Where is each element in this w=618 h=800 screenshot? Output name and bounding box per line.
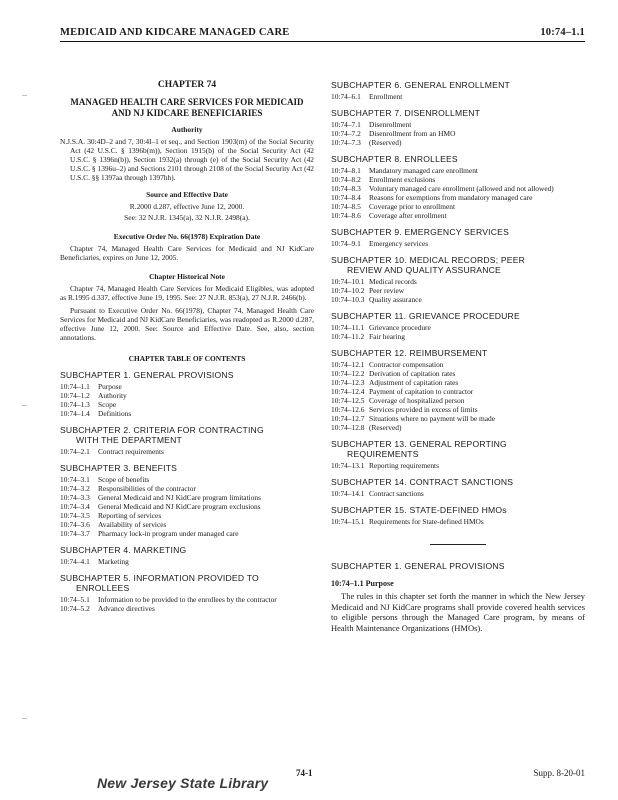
toc-section-number: 10:74–12.6	[331, 405, 365, 414]
toc-section-number: 10:74–10.2	[331, 286, 365, 295]
toc-section-title: Responsibilities of the contractor	[98, 484, 196, 493]
toc-section-title: Scope	[98, 400, 117, 409]
toc-entry[interactable]	[60, 391, 314, 400]
history-heading: Chapter Historical Note	[149, 272, 225, 281]
toc-section-number: 10:74–1.2	[60, 391, 90, 400]
toc-section-title: Disenrollment	[369, 120, 412, 129]
toc-left	[60, 370, 314, 613]
section-divider	[430, 544, 486, 545]
toc-section-title: Coverage of hospitalized person	[369, 396, 465, 405]
toc-entry[interactable]	[60, 604, 314, 613]
toc-section-number: 10:74–1.4	[60, 409, 90, 418]
toc-entry[interactable]	[331, 175, 585, 184]
toc-entry[interactable]	[331, 332, 585, 341]
toc-section-number: 10:74–8.6	[331, 211, 361, 220]
margin-mark: –	[22, 400, 27, 411]
subchapter-title-continued: ENROLLEES	[76, 583, 130, 593]
toc-entry[interactable]	[331, 378, 585, 387]
toc-section-title: Contract sanctions	[369, 489, 424, 498]
toc-entry[interactable]	[60, 409, 314, 418]
toc-section-title: Voluntary managed care enrollment (allowed and not allowed)	[369, 184, 554, 193]
toc-section-number: 10:74–3.1	[60, 475, 90, 484]
toc-section-number: 10:74–3.7	[60, 529, 90, 538]
toc-section-number: 10:74–14.1	[331, 489, 365, 498]
toc-section-title: Disenrollment from an HMO	[369, 129, 456, 138]
subchapter-title: SUBCHAPTER 6. GENERAL ENROLLMENT	[331, 80, 510, 90]
history-paragraph-1: Chapter 74, Managed Health Care Services for Medicaid Eligibles, was adopted as R.1995 d.337, effective June 19, 1995. See: 27 N.J.R. 853(a), 27 N.J.R. 2466(b).	[60, 284, 314, 302]
section-heading: 10:74–1.1 Purpose	[331, 579, 394, 588]
toc-section-title: Authority	[98, 391, 127, 400]
toc-section-title: General Medicaid and NJ KidCare program exclusions	[98, 502, 261, 511]
library-logo: New Jersey State Library	[97, 775, 269, 791]
toc-entry[interactable]	[60, 557, 314, 566]
toc-section-title: (Reserved)	[369, 423, 402, 432]
toc-section-number: 10:74–11.2	[331, 332, 365, 341]
toc-entry[interactable]	[331, 166, 585, 175]
toc-entry[interactable]	[60, 520, 314, 529]
purpose-paragraph: The rules in this chapter set forth the manner in which the New Jersey Medicaid and NJ KidCare programs shall provide covered health services to eligible persons through the Managed Care program, by means of Health Maintenance Organizations (HMOs).	[331, 591, 585, 633]
toc-section-title: Contractor compensation	[369, 360, 444, 369]
toc-entry[interactable]	[331, 239, 585, 248]
subchapter-heading	[331, 108, 585, 118]
running-header	[60, 25, 585, 42]
toc-section-number: 10:74–2.1	[60, 447, 90, 456]
toc-section-number: 10:74–6.1	[331, 92, 361, 101]
authority-text: N.J.S.A. 30:4D–2 and 7, 30:4I–1 et seq., and Section 1903(m) of the Social Security Act (42 U.S.C. § 1396b(m)), Section 1915(b) of the Social Security Act (42 U.S.C. § 1396n(b)), Section 1932(a) through (e) of the Social Security Act (42 U.S.C. § 1396u–2) and Sections 2101 through 2108 of the Social Security Act (42 U.S.C. §§ 1397aa through 1397hh).	[60, 137, 314, 182]
toc-entry[interactable]	[331, 92, 585, 101]
toc-entry[interactable]	[331, 387, 585, 396]
toc-entry[interactable]	[60, 400, 314, 409]
toc-entry[interactable]	[331, 120, 585, 129]
subchapter-title-continued: REVIEW AND QUALITY ASSURANCE	[347, 265, 501, 275]
toc-section-title: Purpose	[98, 382, 122, 391]
running-header-title: MEDICAID AND KIDCARE MANAGED CARE	[60, 27, 290, 38]
subchapter-heading	[60, 463, 314, 473]
subchapter-title-continued: WITH THE DEPARTMENT	[76, 435, 182, 445]
toc-entry[interactable]	[60, 595, 314, 604]
exec-order-text: Chapter 74, Managed Health Care Services for Medicaid and NJ KidCare Beneficiaries, expires on June 12, 2005.	[60, 244, 314, 262]
subchapter-heading	[331, 255, 585, 275]
toc-entry[interactable]	[331, 193, 585, 202]
toc-section-title: Fair hearing	[369, 332, 405, 341]
toc-entry[interactable]	[60, 493, 314, 502]
toc-entry[interactable]	[60, 475, 314, 484]
toc-entry[interactable]	[331, 129, 585, 138]
subchapter-title: SUBCHAPTER 4. MARKETING	[60, 545, 187, 555]
toc-section-number: 10:74–13.1	[331, 461, 365, 470]
toc-section-number: 10:74–12.1	[331, 360, 365, 369]
toc-entry[interactable]	[331, 396, 585, 405]
subchapter-heading	[60, 370, 314, 380]
subchapter-title: SUBCHAPTER 11. GRIEVANCE PROCEDURE	[331, 311, 520, 321]
toc-section-title: Mandatory managed care enrollment	[369, 166, 478, 175]
toc-section-title: Grievance procedure	[369, 323, 431, 332]
subchapter-heading	[331, 439, 585, 459]
toc-section-number: 10:74–7.3	[331, 138, 361, 147]
toc-section-title: Enrollment	[369, 92, 403, 101]
toc-section-title: Peer review	[369, 286, 405, 295]
toc-section-title: (Reserved)	[369, 138, 402, 147]
subchapter-title: SUBCHAPTER 1. GENERAL PROVISIONS	[60, 370, 234, 380]
toc-section-number: 10:74–8.3	[331, 184, 361, 193]
toc-section-number: 10:74–12.5	[331, 396, 365, 405]
toc-section-number: 10:74–3.6	[60, 520, 90, 529]
toc-section-title: Reporting requirements	[369, 461, 439, 470]
toc-section-number: 10:74–5.2	[60, 604, 90, 613]
toc-section-title: Emergency services	[369, 239, 429, 248]
running-header-section: 10:74–1.1	[540, 27, 585, 38]
toc-entry[interactable]	[331, 211, 585, 220]
body-subchapter-title: SUBCHAPTER 1. GENERAL PROVISIONS	[331, 561, 505, 571]
subchapter-heading	[60, 573, 314, 593]
toc-entry[interactable]	[60, 382, 314, 391]
toc-section-title: Adjustment of capitation rates	[369, 378, 459, 387]
chapter-title: CHAPTER 74	[157, 80, 217, 90]
subchapter-title: SUBCHAPTER 12. REIMBURSEMENT	[331, 348, 488, 358]
toc-section-title: General Medicaid and NJ KidCare program limitations	[98, 493, 261, 502]
authority-heading: Authority	[171, 125, 203, 134]
toc-section-title: Information to be provided to the enrollees by the contractor	[98, 595, 277, 604]
toc-section-number: 10:74–3.2	[60, 484, 90, 493]
toc-section-number: 10:74–12.2	[331, 369, 365, 378]
toc-entry[interactable]	[331, 286, 585, 295]
subchapter-heading	[60, 545, 314, 555]
toc-section-title: Medical records	[369, 277, 417, 286]
toc-section-title: Availability of services	[98, 520, 167, 529]
toc-section-number: 10:74–8.4	[331, 193, 361, 202]
toc-section-title: Enrollment exclusions	[369, 175, 436, 184]
toc-section-title: Reasons for exemptions from mandatory managed care	[369, 193, 533, 202]
subchapter-heading	[331, 227, 585, 237]
chapter-subtitle: MANAGED HEALTH CARE SERVICES FOR MEDICAID AND NJ KIDCARE BENEFICIARIES	[70, 97, 304, 118]
toc-entry[interactable]	[331, 277, 585, 286]
subchapter-heading	[331, 154, 585, 164]
toc-section-number: 10:74–9.1	[331, 239, 361, 248]
toc-section-number: 10:74–1.3	[60, 400, 90, 409]
source-line-2: See: 32 N.J.R. 1345(a), 32 N.J.R. 2498(a).	[124, 213, 250, 222]
toc-heading: CHAPTER TABLE OF CONTENTS	[128, 354, 246, 363]
toc-section-title: Quality assurance	[369, 295, 422, 304]
subchapter-heading	[331, 477, 585, 487]
toc-section-title: Advance directives	[98, 604, 155, 613]
toc-section-number: 10:74–7.2	[331, 129, 361, 138]
toc-entry[interactable]	[331, 414, 585, 423]
toc-section-number: 10:74–10.1	[331, 277, 365, 286]
toc-section-number: 10:74–3.4	[60, 502, 90, 511]
toc-section-title: Marketing	[98, 557, 129, 566]
toc-section-number: 10:74–4.1	[60, 557, 90, 566]
toc-entry[interactable]	[331, 423, 585, 432]
toc-section-number: 10:74–11.1	[331, 323, 365, 332]
toc-section-number: 10:74–3.5	[60, 511, 90, 520]
toc-section-title: Payment of capitation to contractor	[369, 387, 474, 396]
toc-entry[interactable]	[331, 405, 585, 414]
subchapter-title: SUBCHAPTER 14. CONTRACT SANCTIONS	[331, 477, 514, 487]
toc-section-number: 10:74–8.5	[331, 202, 361, 211]
toc-section-number: 10:74–3.3	[60, 493, 90, 502]
toc-section-number: 10:74–8.1	[331, 166, 361, 175]
margin-mark: –	[22, 90, 27, 101]
toc-section-title: Scope of benefits	[98, 475, 150, 484]
toc-entry[interactable]	[331, 360, 585, 369]
subchapter-heading	[331, 311, 585, 321]
toc-section-title: Situations where no payment will be made	[369, 414, 496, 423]
toc-section-number: 10:74–8.2	[331, 175, 361, 184]
margin-mark: –	[22, 713, 27, 724]
toc-section-title: Coverage after enrollment	[369, 211, 447, 220]
toc-entry[interactable]	[331, 295, 585, 304]
subchapter-title: SUBCHAPTER 7. DISENROLLMENT	[331, 108, 481, 118]
toc-entry[interactable]	[331, 517, 585, 526]
toc-section-title: Contract requirements	[98, 447, 164, 456]
supplement-date: Supp. 8-20-01	[533, 768, 585, 778]
toc-section-number: 10:74–5.1	[60, 595, 90, 604]
exec-order-heading: Executive Order No. 66(1978) Expiration Date	[113, 232, 261, 241]
toc-entry[interactable]	[60, 502, 314, 511]
toc-section-title: Reporting of services	[98, 511, 162, 520]
left-column	[60, 75, 314, 613]
subchapter-title: SUBCHAPTER 10. MEDICAL RECORDS; PEER	[331, 255, 526, 265]
toc-section-number: 10:74–7.1	[331, 120, 361, 129]
subchapter-title: SUBCHAPTER 15. STATE-DEFINED HMOs	[331, 505, 507, 515]
toc-section-number: 10:74–12.3	[331, 378, 365, 387]
subchapter-title: SUBCHAPTER 2. CRITERIA FOR CONTRACTING	[60, 425, 264, 435]
toc-section-title: Services provided in excess of limits	[369, 405, 478, 414]
toc-entry[interactable]	[331, 461, 585, 470]
subchapter-title: SUBCHAPTER 8. ENROLLEES	[331, 154, 458, 164]
toc-entry[interactable]	[331, 138, 585, 147]
subchapter-title: SUBCHAPTER 3. BENEFITS	[60, 463, 178, 473]
history-paragraph-2: Pursuant to Executive Order No. 66(1978), Chapter 74, Managed Health Care Services for Medicaid and NJ KidCare Beneficiaries, was readopted as R.2000 d.287, effective June 12, 2000. See: Source and Effective Date. See, also, section annotations.	[60, 306, 314, 342]
toc-section-number: 10:74–12.8	[331, 423, 365, 432]
toc-section-number: 10:74–1.1	[60, 382, 90, 391]
toc-section-title: Coverage prior to enrollment	[369, 202, 455, 211]
toc-entry[interactable]	[60, 529, 314, 538]
page-number: 74-1	[296, 768, 313, 778]
source-line-1: R.2000 d.287, effective June 12, 2000.	[129, 202, 245, 211]
toc-section-number: 10:74–10.3	[331, 295, 365, 304]
toc-section-number: 10:74–15.1	[331, 517, 365, 526]
toc-entry[interactable]	[331, 202, 585, 211]
toc-entry[interactable]	[331, 323, 585, 332]
subchapter-title-continued: REQUIREMENTS	[347, 449, 419, 459]
right-column	[331, 73, 585, 633]
toc-right	[331, 80, 585, 526]
subchapter-title: SUBCHAPTER 9. EMERGENCY SERVICES	[331, 227, 510, 237]
subchapter-title: SUBCHAPTER 13. GENERAL REPORTING	[331, 439, 507, 449]
toc-section-number: 10:74–12.4	[331, 387, 365, 396]
toc-entry[interactable]	[331, 184, 585, 193]
source-heading: Source and Effective Date	[146, 190, 228, 199]
toc-section-title: Requirements for State-defined HMOs	[369, 517, 484, 526]
toc-section-title: Pharmacy lock-in program under managed care	[98, 529, 239, 538]
subchapter-heading	[331, 348, 585, 358]
subchapter-heading	[331, 505, 585, 515]
subchapter-title: SUBCHAPTER 5. INFORMATION PROVIDED TO	[60, 573, 259, 583]
toc-section-title: Derivation of capitation rates	[369, 369, 456, 378]
toc-entry[interactable]	[331, 369, 585, 378]
toc-section-number: 10:74–12.7	[331, 414, 365, 423]
toc-entry[interactable]	[60, 447, 314, 456]
subchapter-heading	[331, 80, 585, 90]
subchapter-heading	[60, 425, 314, 445]
toc-entry[interactable]	[331, 489, 585, 498]
toc-entry[interactable]	[60, 484, 314, 493]
toc-section-title: Definitions	[98, 409, 132, 418]
toc-entry[interactable]	[60, 511, 314, 520]
